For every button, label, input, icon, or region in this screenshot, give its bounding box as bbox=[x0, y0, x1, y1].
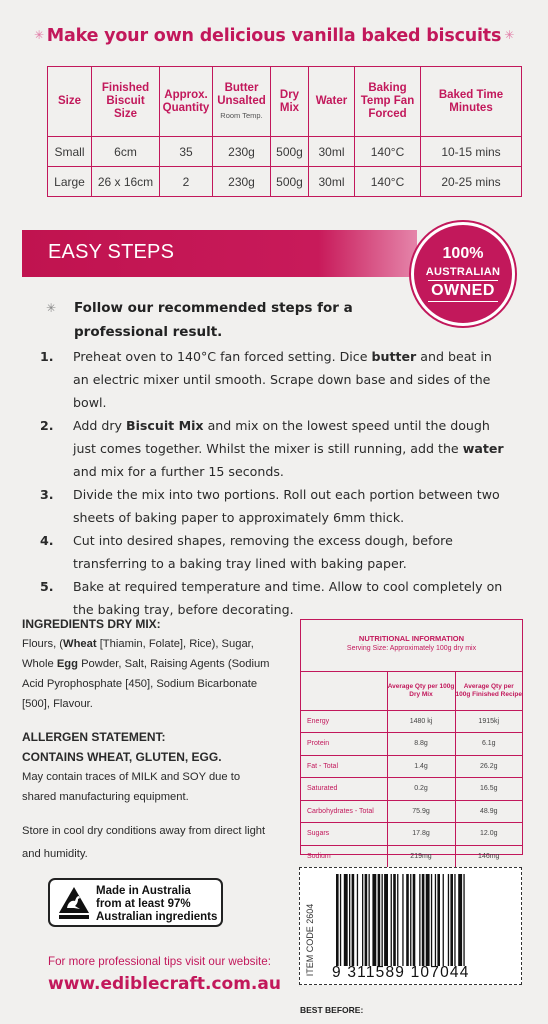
nutrient-name: Fat - Total bbox=[301, 755, 387, 778]
barcode-icon bbox=[336, 874, 512, 966]
table-row bbox=[301, 733, 522, 756]
step-number: 5. bbox=[40, 579, 54, 594]
best-before-label: BEST BEFORE: bbox=[300, 1005, 364, 1015]
header-time: Baked Time Minutes bbox=[421, 67, 522, 137]
made-in-line2: from at least 97% bbox=[96, 898, 191, 910]
cell-finished: 6cm bbox=[92, 137, 160, 167]
nutrition-table bbox=[301, 672, 522, 868]
cell-size: Large bbox=[48, 167, 92, 197]
table-row bbox=[48, 137, 522, 167]
barcode-number: 9 311589 107044 bbox=[332, 964, 470, 981]
step-text: Divide the mix into two portions. Roll out each portion between two sheets of baking paper to approximately 6mm thick. bbox=[73, 487, 500, 525]
nutrient-name: Sugars bbox=[301, 823, 387, 846]
list-item bbox=[40, 483, 510, 529]
list-item bbox=[40, 414, 510, 483]
step-text: Add dry bbox=[73, 418, 127, 433]
nutrition-panel bbox=[300, 619, 523, 860]
ingredients-allergen: Wheat bbox=[63, 638, 97, 650]
step-number: 1. bbox=[40, 349, 54, 364]
step-text: and mix for a further 15 seconds. bbox=[73, 464, 284, 479]
step-bold: Biscuit Mix bbox=[126, 418, 204, 433]
baking-table bbox=[47, 66, 522, 197]
table-row bbox=[301, 778, 522, 801]
header-dry: Dry Mix bbox=[271, 67, 309, 137]
cell-finished: 26 x 16cm bbox=[92, 167, 160, 197]
table-row bbox=[301, 710, 522, 733]
ingredients-part: [Thiamin, Folate], Rice), Sugar, Whole bbox=[22, 638, 254, 670]
australian-owned-badge bbox=[411, 222, 515, 326]
nutrient-v1: 75.9g bbox=[387, 800, 455, 823]
steps-intro bbox=[46, 296, 376, 344]
nutrient-name: Energy bbox=[301, 710, 387, 733]
cell-quantity: 2 bbox=[160, 167, 213, 197]
step-text: Cut into desired shapes, removing the excess dough, before transferring to a baking tray lined with baking paper. bbox=[73, 533, 453, 571]
made-in-text bbox=[96, 885, 217, 924]
ingredients-part: Flours, ( bbox=[22, 638, 64, 650]
table-row bbox=[301, 755, 522, 778]
made-in-line3: Australian ingredients bbox=[96, 911, 218, 923]
nutrition-blank-header bbox=[301, 672, 387, 710]
step-bold: butter bbox=[371, 349, 417, 364]
nutrient-v1: 1.4g bbox=[387, 755, 455, 778]
cell-temp: 140°C bbox=[355, 167, 421, 197]
step-text: Preheat oven to 140°C fan forced setting. Dice bbox=[73, 349, 372, 364]
ingredients-heading: INGREDIENTS DRY MIX: bbox=[22, 617, 161, 631]
nutrient-v1: 219mg bbox=[387, 845, 455, 868]
nutrient-v2: 1915kj bbox=[455, 710, 522, 733]
storage-text: Store in cool dry conditions away from direct light and humidity. bbox=[22, 825, 266, 860]
nutrition-col1: Average Qty per 100g Dry Mix bbox=[387, 672, 455, 710]
nutrient-name: Protein bbox=[301, 733, 387, 756]
made-in-australia-logo bbox=[48, 878, 223, 927]
nutrient-name: Saturated bbox=[301, 778, 387, 801]
header-size: Size bbox=[48, 67, 92, 137]
ingredients-part: Powder, Salt, Raising Agents (Sodium Acid Pyrophosphate [450], Sodium Bicarbonate [500], Flavour. bbox=[22, 658, 270, 710]
nutrient-v1: 0.2g bbox=[387, 778, 455, 801]
ingredients-block bbox=[22, 614, 277, 714]
cell-time: 10-15 mins bbox=[421, 137, 522, 167]
cell-quantity: 35 bbox=[160, 137, 213, 167]
cell-butter: 230g bbox=[213, 167, 271, 197]
snowflake-icon: ✳ bbox=[504, 28, 515, 42]
nutrition-col-headers bbox=[301, 672, 522, 710]
nutrient-v1: 17.8g bbox=[387, 823, 455, 846]
snowflake-icon: ✳ bbox=[46, 301, 57, 315]
cell-water: 30ml bbox=[309, 167, 355, 197]
ingredients-text bbox=[22, 634, 277, 714]
table-row bbox=[48, 167, 522, 197]
title-text: Make your own delicious vanilla baked biscuits bbox=[46, 26, 502, 46]
header-temp: Baking Temp Fan Forced bbox=[355, 67, 421, 137]
allergen-contains: CONTAINS WHEAT, GLUTEN, EGG. bbox=[22, 750, 222, 764]
step-text: and beat in an electric mixer until smooth. Scrape down base and sides of the bowl. bbox=[73, 349, 492, 410]
steps-list bbox=[40, 345, 510, 621]
nutrition-title: NUTRITIONAL INFORMATION bbox=[358, 634, 465, 643]
allergen-heading: ALLERGEN STATEMENT: bbox=[22, 730, 166, 744]
cell-water: 30ml bbox=[309, 137, 355, 167]
nutrient-v1: 8.8g bbox=[387, 733, 455, 756]
cell-dry: 500g bbox=[271, 167, 309, 197]
step-text: Bake at required temperature and time. Allow to cool completely on the baking tray, before decorating. bbox=[73, 579, 503, 617]
snowflake-icon: ✳ bbox=[33, 28, 44, 42]
nutrient-v2: 26.2g bbox=[455, 755, 522, 778]
baking-table-header bbox=[48, 67, 522, 137]
nutrition-header bbox=[301, 620, 522, 672]
cell-time: 20-25 mins bbox=[421, 167, 522, 197]
list-item bbox=[40, 345, 510, 414]
step-bold: water bbox=[462, 441, 504, 456]
list-item bbox=[40, 529, 510, 575]
table-row bbox=[301, 845, 522, 868]
header-quantity: Approx. Quantity bbox=[160, 67, 213, 137]
cell-dry: 500g bbox=[271, 137, 309, 167]
step-number: 3. bbox=[40, 487, 54, 502]
nutrition-serving: Serving Size: Approximately 100g dry mix bbox=[346, 645, 477, 652]
header-water: Water bbox=[309, 67, 355, 137]
nutrient-name: Carbohydrates - Total bbox=[301, 800, 387, 823]
badge-line3: OWNED bbox=[428, 280, 498, 302]
nutrient-v2: 6.1g bbox=[455, 733, 522, 756]
nutrient-v2: 12.0g bbox=[455, 823, 522, 846]
item-code bbox=[300, 900, 320, 980]
cell-size: Small bbox=[48, 137, 92, 167]
nutrition-col2: Average Qty per 100g Finished Recipe bbox=[455, 682, 522, 698]
step-text: and mix on the lowest speed until the dough just comes together. Whilst the mixer is still running, add the bbox=[73, 418, 490, 456]
cell-temp: 140°C bbox=[355, 137, 421, 167]
ingredients-allergen: Egg bbox=[56, 658, 78, 670]
table-row bbox=[301, 800, 522, 823]
easy-steps-heading: EASY STEPS bbox=[48, 241, 175, 263]
step-number: 4. bbox=[40, 533, 54, 548]
step-number: 2. bbox=[40, 418, 54, 433]
tips-text: For more professional tips visit our website: bbox=[48, 955, 271, 968]
page-title bbox=[0, 26, 548, 46]
kangaroo-triangle-icon bbox=[58, 886, 90, 920]
made-in-line1: Made in Australia bbox=[96, 885, 191, 897]
nutrient-v2: 16.5g bbox=[455, 778, 522, 801]
website-link[interactable]: www.ediblecraft.com.au bbox=[48, 974, 281, 994]
table-row bbox=[301, 823, 522, 846]
nutrient-v2: 146mg bbox=[455, 845, 522, 868]
cell-butter: 230g bbox=[213, 137, 271, 167]
item-code-text: ITEM CODE 2604 bbox=[305, 903, 315, 977]
badge-line1: 100% bbox=[442, 245, 484, 262]
header-finished: Finished Biscuit Size bbox=[92, 67, 160, 137]
allergen-text: May contain traces of MILK and SOY due to shared manufacturing equipment. bbox=[22, 771, 241, 803]
steps-intro-text: Follow our recommended steps for a professional result. bbox=[74, 300, 353, 340]
nutrient-v2: 48.9g bbox=[455, 800, 522, 823]
header-butter-sub: Room Temp. bbox=[220, 110, 263, 120]
nutrient-name: Sodium bbox=[301, 845, 387, 868]
allergen-block bbox=[22, 727, 277, 807]
nutrient-v1: 1480 kj bbox=[387, 710, 455, 733]
header-butter-label: Butter Unsalted bbox=[217, 81, 266, 107]
header-butter bbox=[213, 67, 271, 137]
badge-line2: AUSTRALIAN bbox=[425, 266, 501, 278]
